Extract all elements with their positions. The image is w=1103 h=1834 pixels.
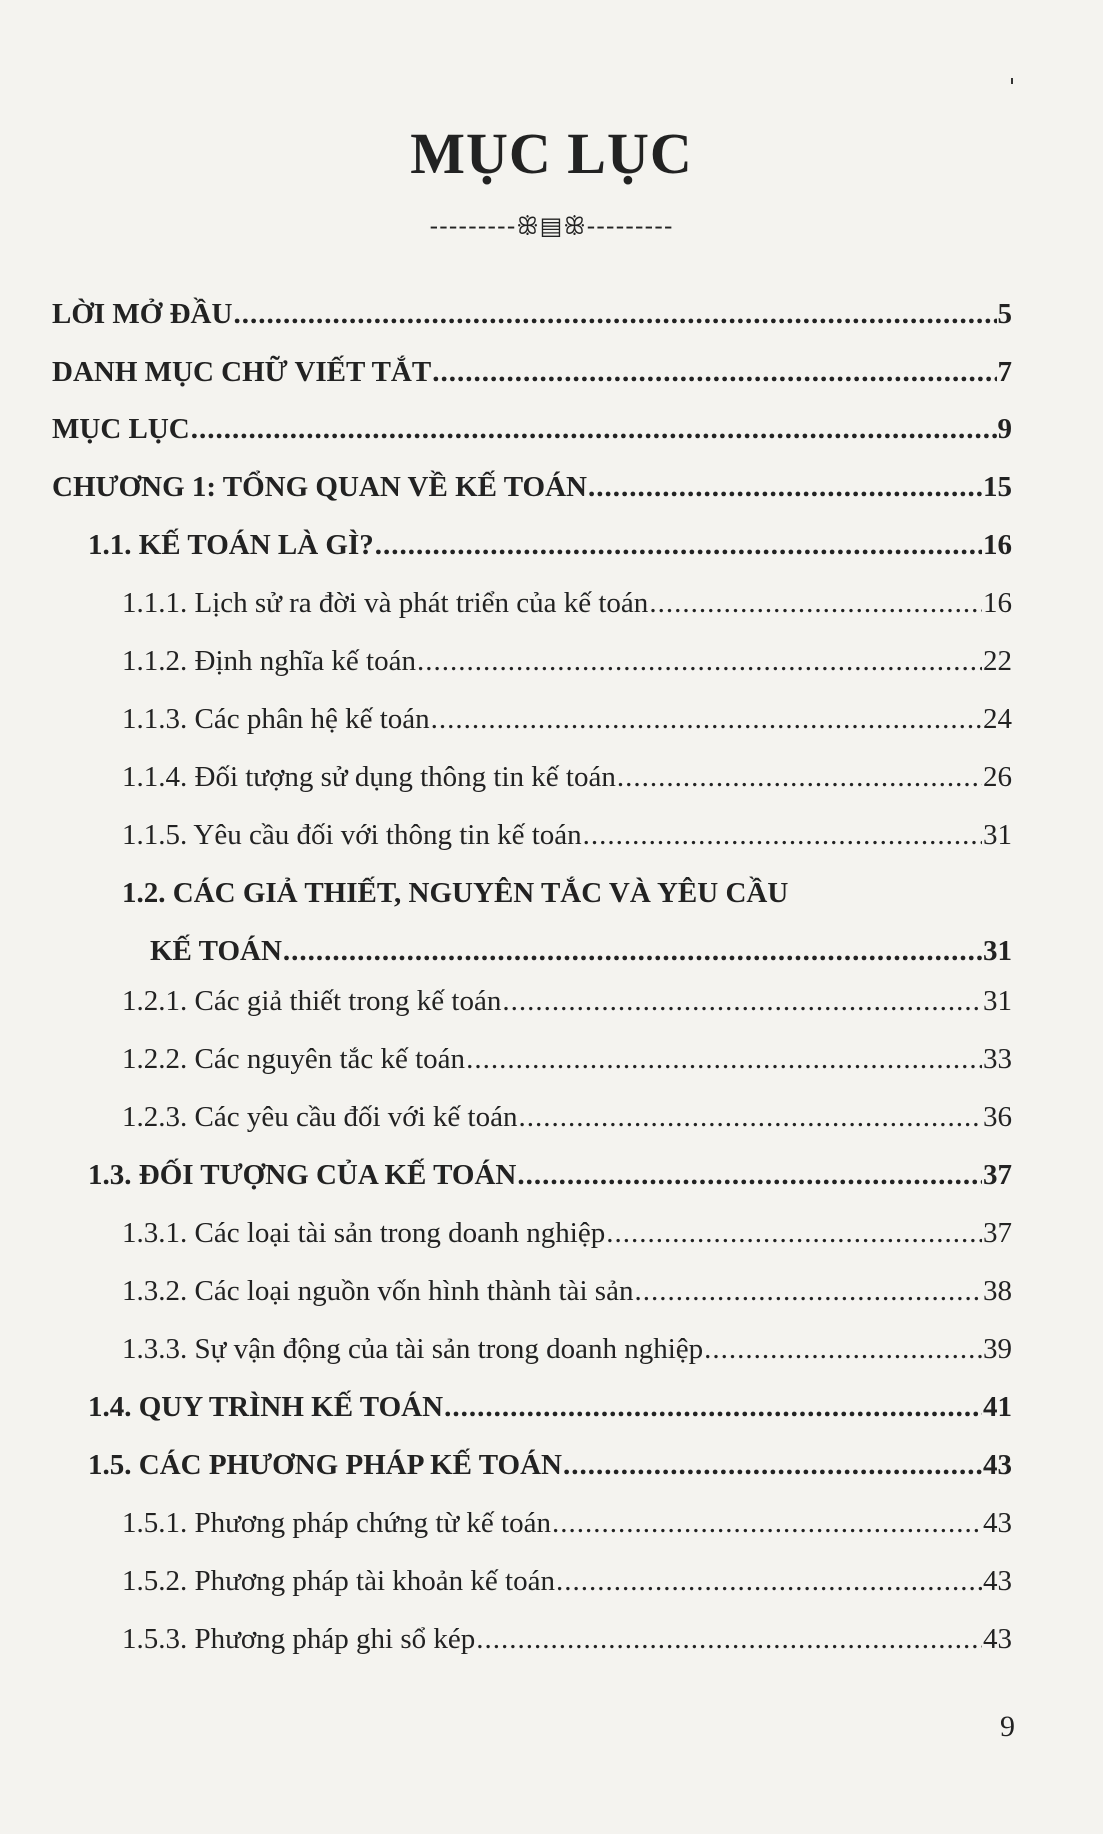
toc-entry-1-3-2[interactable]	[122, 1273, 1012, 1309]
toc-entry-1-2-3[interactable]	[122, 1099, 1012, 1135]
toc-leader-dots	[606, 1215, 982, 1251]
toc-entry-page: 37	[983, 1159, 1012, 1191]
toc-entry-1-2-2[interactable]	[122, 1041, 1012, 1077]
toc-entry-label: 1.1.3. Các phân hệ kế toán	[122, 703, 430, 735]
toc-entry-muc-luc[interactable]	[52, 411, 1012, 447]
toc-entry-label: 1.2.3. Các yêu cầu đối với kế toán	[122, 1101, 518, 1133]
toc-entry-label: 1.2.2. Các nguyên tắc kế toán	[122, 1043, 466, 1075]
toc-entry-label: 1.3.2. Các loại nguồn vốn hình thành tài sản	[122, 1275, 634, 1307]
toc-entry-1-1-4[interactable]	[122, 759, 1012, 795]
toc-leader-dots	[444, 1389, 982, 1425]
toc-entry-page: 9	[997, 413, 1012, 445]
toc-entry-1-3[interactable]	[88, 1157, 1012, 1193]
toc-leader-dots	[517, 1157, 982, 1193]
toc-leader-dots	[617, 759, 982, 795]
toc-entry-label: 1.5.1. Phương pháp chứng từ kế toán	[122, 1507, 551, 1539]
toc-entry-danh-muc[interactable]	[52, 354, 1012, 390]
toc-entry-page: 41	[983, 1391, 1012, 1423]
toc-entry-1-5[interactable]	[88, 1447, 1012, 1483]
toc-entry-page: 16	[983, 587, 1012, 619]
page-title: MỤC LỤC	[410, 121, 693, 186]
toc-entry-1-2-1[interactable]	[122, 983, 1012, 1019]
toc-entry-1-4[interactable]	[88, 1389, 1012, 1425]
toc-leader-dots	[233, 296, 996, 332]
toc-entry-label: 1.3. ĐỐI TƯỢNG CỦA KẾ TOÁN	[88, 1159, 517, 1191]
toc-entry-page: 38	[983, 1275, 1012, 1307]
toc-leader-dots	[704, 1331, 982, 1367]
toc-entry-1-1-3[interactable]	[122, 701, 1012, 737]
toc-entry-page: 36	[983, 1101, 1012, 1133]
toc-leader-dots	[563, 1447, 982, 1483]
toc-leader-dots	[431, 701, 982, 737]
toc-entry-page: 31	[983, 985, 1012, 1017]
toc-entry-page: 43	[983, 1507, 1012, 1539]
toc-entry-page: 16	[983, 529, 1012, 561]
toc-entry-label: 1.1.4. Đối tượng sử dụng thông tin kế toán	[122, 761, 616, 793]
toc-entry-1-3-1[interactable]	[122, 1215, 1012, 1251]
toc-entry-1-5-1[interactable]	[122, 1505, 1012, 1541]
toc-entry-page: 26	[983, 761, 1012, 793]
toc-entry-1-3-3[interactable]	[122, 1331, 1012, 1367]
ornament-divider: ---------ꕥ▤ꕥ---------	[429, 212, 674, 240]
toc-leader-dots	[191, 411, 997, 447]
toc-entry-1-1[interactable]	[88, 527, 1012, 563]
toc-entry-page: 37	[983, 1217, 1012, 1249]
toc-entry-page: 43	[983, 1623, 1012, 1655]
toc-entry-page: 33	[983, 1043, 1012, 1075]
toc-entry-label: 1.2. CÁC GIẢ THIẾT, NGUYÊN TẮC VÀ YÊU CẦU	[122, 877, 789, 909]
toc-entry-label: LỜI MỞ ĐẦU	[52, 298, 233, 330]
toc-entry-1-1-2[interactable]	[122, 643, 1012, 679]
toc-entry-chuong-1[interactable]	[52, 469, 1012, 505]
toc-entry-label: CHƯƠNG 1: TỔNG QUAN VỀ KẾ TOÁN	[52, 471, 587, 503]
toc-entry-page: 24	[983, 703, 1012, 735]
toc-entry-1-5-2[interactable]	[122, 1563, 1012, 1599]
toc-entry-page: 22	[983, 645, 1012, 677]
toc-entry-label-continued: KẾ TOÁN	[150, 935, 282, 967]
toc-leader-dots	[634, 1273, 982, 1309]
print-mark	[1011, 78, 1013, 84]
toc-entry-label: 1.4. QUY TRÌNH KẾ TOÁN	[88, 1391, 444, 1423]
toc-entry-page: 39	[983, 1333, 1012, 1365]
toc-entry-label: 1.1.2. Định nghĩa kế toán	[122, 645, 416, 677]
toc-leader-dots	[375, 527, 982, 563]
toc-entry-1-1-1[interactable]	[122, 585, 1012, 621]
toc-leader-dots	[466, 1041, 982, 1077]
toc-entry-1-5-3[interactable]	[122, 1621, 1012, 1657]
toc-entry-page: 43	[983, 1449, 1012, 1481]
toc-leader-dots	[649, 585, 982, 621]
toc-entry-label: 1.3.1. Các loại tài sản trong doanh nghiệp	[122, 1217, 606, 1249]
toc-entry-label: 1.5.3. Phương pháp ghi sổ kép	[122, 1623, 476, 1655]
toc-entry-label: 1.1. KẾ TOÁN LÀ GÌ?	[88, 529, 374, 561]
toc-entry-label: 1.5. CÁC PHƯƠNG PHÁP KẾ TOÁN	[88, 1449, 562, 1481]
toc-entry-page: 31	[983, 819, 1012, 851]
toc-leader-dots	[556, 1563, 982, 1599]
toc-leader-dots	[518, 1099, 982, 1135]
toc-entry-label: 1.3.3. Sự vận động của tài sản trong doanh nghiệp	[122, 1333, 704, 1365]
toc-entry-label: 1.1.1. Lịch sử ra đời và phát triển của kế toán	[122, 587, 649, 619]
toc-leader-dots	[432, 354, 996, 390]
toc-leader-dots	[476, 1621, 982, 1657]
toc-leader-dots	[502, 983, 982, 1019]
toc-entry-page: 31	[983, 935, 1012, 967]
toc-entry-page: 5	[997, 298, 1012, 330]
toc-entry-label: 1.5.2. Phương pháp tài khoản kế toán	[122, 1565, 555, 1597]
toc-leader-dots	[552, 1505, 982, 1541]
toc-entry-1-2[interactable]	[122, 875, 1012, 969]
toc-entry-label: 1.2.1. Các giả thiết trong kế toán	[122, 985, 502, 1017]
toc-entry-loi-mo-dau[interactable]	[52, 296, 1012, 332]
toc-entry-page: 7	[997, 356, 1012, 388]
toc-leader-dots	[417, 643, 982, 679]
toc-entry-1-1-5[interactable]	[122, 817, 1012, 853]
toc-entry-page: 15	[983, 471, 1012, 503]
toc-entry-label: DANH MỤC CHỮ VIẾT TẮT	[52, 356, 432, 388]
toc-leader-dots	[283, 933, 982, 969]
toc-entry-label: MỤC LỤC	[52, 413, 190, 445]
page-number: 9	[1000, 1710, 1015, 1743]
toc-entry-label: 1.1.5. Yêu cầu đối với thông tin kế toán	[122, 819, 582, 851]
toc-leader-dots	[583, 817, 982, 853]
toc-entry-page: 43	[983, 1565, 1012, 1597]
toc-leader-dots	[588, 469, 982, 505]
